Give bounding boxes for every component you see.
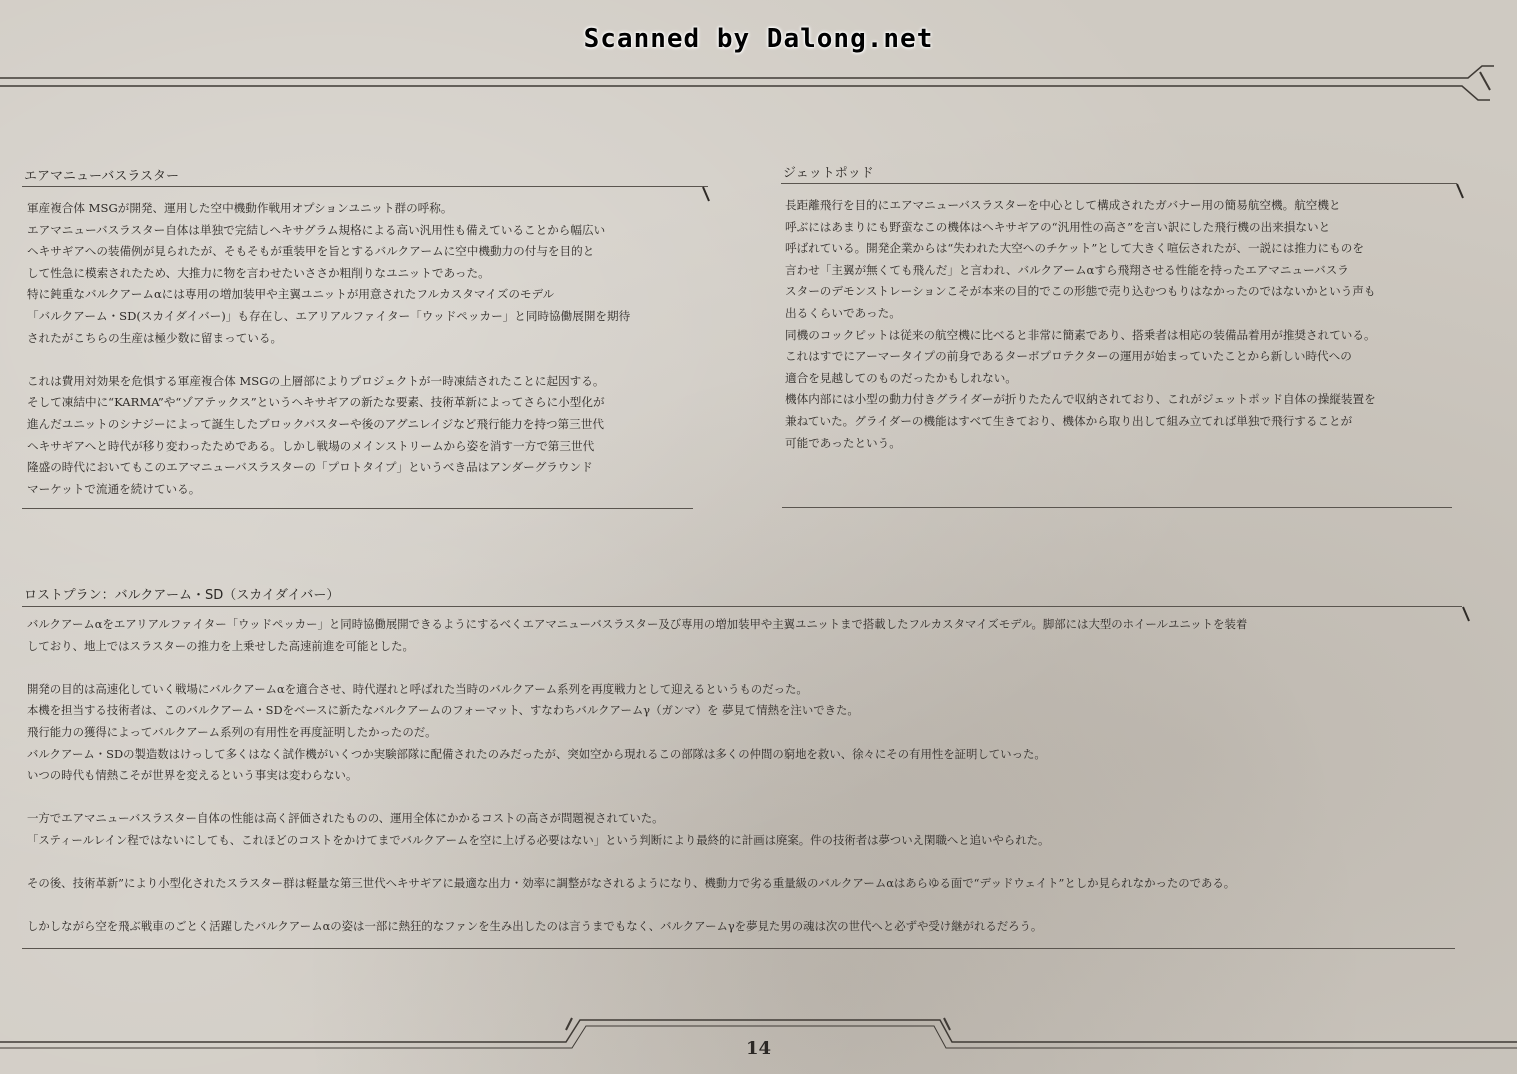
bottom-section-title: ロストプラン：バルクアーム・SD（スカイダイバー） [24, 588, 340, 603]
left-section-corner-mark [702, 186, 710, 202]
left-section-title: エアマニューバスラスター [24, 169, 179, 184]
bottom-section-bottom-rule [22, 948, 1455, 949]
left-section-rule [22, 186, 708, 187]
bottom-section-body: バルクアームαをエアリアルファイター「ウッドペッカー」と同時協働展開できるようにするべくエアマニューバスラスター及び専用の増加装甲や主翼ユニットまで搭載したフルカスタマイズモデル。脚部には大型のホイールユニットを装着 しており、地上ではスラスターの推力を上乗せした高速前進を可能とした。 開発の目的は高速化していく戦場にバルクアームαを適合させ、時代遅れと呼ばれた当時のバルクアーム系列を再度戦力として迎えるというものだった。 本機を担当する技術者は、このバルクアーム・SDをベースに新たなバルクアームのフォーマット、すなわちバルクアームγ（ガンマ）を 夢見て情熱を注いできた。 飛行能力の獲得によってバルクアーム系列の有用性を再度証明したかったのだ。 バルクアーム・SDの製造数はけっして多くはなく試作機がいくつか実験部隊に配備されたのみだったが、突如空から現れるこの部隊は多くの仲間の窮地を救い、徐々にその有用性を証明していった。 いつの時代も情熱こそが世界を変えるという事実は変わらない。 一方でエアマニューバスラスター自体の性能は高く評価されたものの、運用全体にかかるコストの高さが問題視されていた。 「スティールレイン程ではないにしても、これほどのコストをかけてまでバルクアームを空に上げる必要はない」という判断により最終的に計画は廃案。件の技術者は夢ついえ閑職へと追いやられた。 その後、技術革新”により小型化されたスラスター群は軽量な第三世代ヘキサギアに最適な出力・効率に調整がなされるようになり、機動力で劣る重量級のバルクアームαはあらゆる面で“デッドウェイト”としか見られなかったのである。 しかしながら空を飛ぶ戦車のごとく活躍したバルクアームαの姿は一部に熱狂的なファンを生み出したのは言うまでもなく、バルクアームγを夢見た男の魂は次の世代へと必ずや受け継がれるだろう。 [27, 617, 1248, 934]
bottom-section-corner-mark [1462, 606, 1470, 622]
top-frame-decoration [0, 60, 1517, 110]
right-section-rule [781, 183, 1457, 184]
left-section-body: 軍産複合体 MSGが開発、運用した空中機動作戦用オプションユニット群の呼称。 エアマニューバスラスター自体は単独で完結しヘキサグラム規格による高い汎用性も備えていることから幅広い ヘキサギアへの装備例が見られたが、そもそもが重装甲を旨とするバルクアームに空中機動力の付与を目的と して性急に模索されたため、大推力に物を言わせたいささか粗削りなユニットであった。 特に鈍重なバルクアームαには専用の増加装甲や主翼ユニットが用意されたフルカスタマイズのモデル 「バルクアーム・SD(スカイダイバー)」も存在し、エアリアルファイター「ウッドペッカー」と同時協働展開を期待 されたがこちらの生産は極少数に留まっている。 これは費用対効果を危惧する軍産複合体 MSGの上層部によりプロジェクトが一時凍結されたことに起因する。 そして凍結中に“KARMA”や“ゾアテックス”というヘキサギアの新たな要素、技術革新によってさらに小型化が 進んだユニットのシナジーによって誕生したブロックバスターや後のアグニレイジなど飛行能力を持つ第三世代 ヘキサギアへと時代が移り変わったためである。しかし戦場のメインストリームから姿を消す一方で第三世代 隆盛の時代においてもこのエアマニューバスラスターの「プロトタイプ」というべき品はアンダーグラウンド マーケットで流通を続けている。 [27, 201, 631, 496]
page-number: 14 [745, 1038, 772, 1059]
right-section-body: 長距離飛行を目的にエアマニューバスラスターを中心として構成されたガバナー用の簡易航空機。航空機と 呼ぶにはあまりにも野蛮なこの機体はヘキサギアの“汎用性の高さ”を言い訳にした飛行機の出来損ないと 呼ばれている。開発企業からは“失われた大空へのチケット”として大きく喧伝されたが、一説には推力にものを 言わせ「主翼が無くても飛んだ」と言われ、バルクアームαすら飛翔させる性能を持ったエアマニューバスラ スターのデモンストレーションこそが本来の目的でこの形態で売り込むつもりはなかったのではないかという声も 出るくらいであった。 同機のコックピットは従来の航空機に比べると非常に簡素であり、搭乗者は相応の装備品着用が推奨されている。 これはすでにアーマータイプの前身であるターボプロテクターの運用が始まっていたことから新しい時代への 適合を見越してのものだったかもしれない。 機体内部には小型の動力付きグライダーが折りたたんで収納されており、これがジェットポッド自体の操縦装置を 兼ねていた。グライダーの機能はすべて生きており、機体から取り出して組み立てれば単独で飛行することが 可能であったという。 [785, 198, 1376, 450]
right-section-corner-mark [1456, 183, 1464, 199]
bottom-section-rule [22, 606, 1462, 607]
scan-credit-watermark: Scanned by Dalong.net [583, 24, 934, 54]
right-section-bottom-rule [782, 507, 1452, 508]
left-section-bottom-rule [22, 508, 693, 509]
right-section-title: ジェットポッド [783, 166, 874, 181]
